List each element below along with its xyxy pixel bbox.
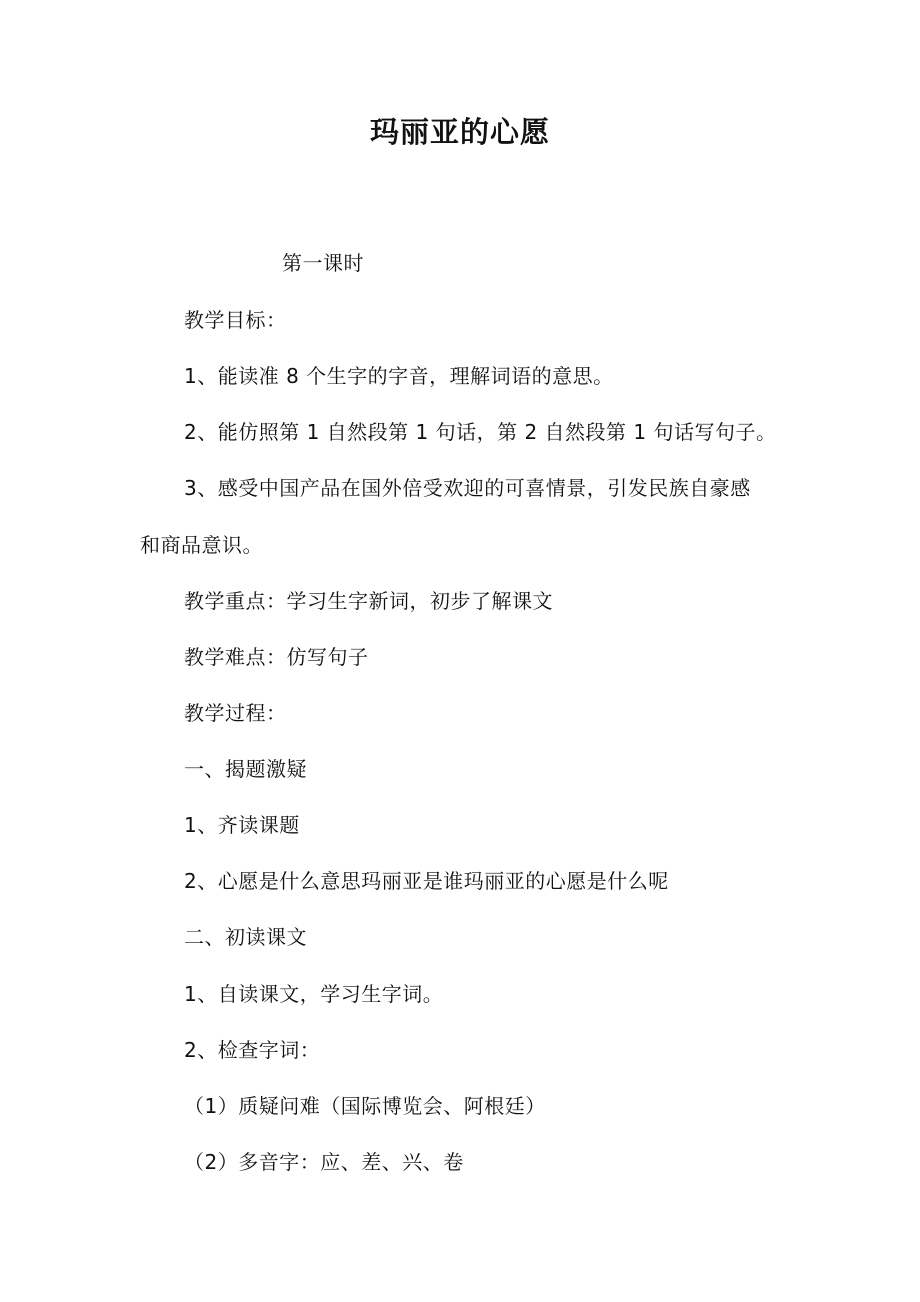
objective-3-line-1: 3、感受中国产品在国外倍受欢迎的可喜情景，引发民族自豪感 <box>184 476 751 500</box>
section-2-item-2: 2、检查字词： <box>184 1038 321 1062</box>
objectives-heading: 教学目标： <box>184 308 287 332</box>
section-2-heading: 二、初读课文 <box>184 925 307 949</box>
difficult-point: 教学难点：仿写句子 <box>184 645 369 669</box>
objective-1: 1、能读准 8 个生字的字音，理解词语的意思。 <box>184 364 614 388</box>
section-2-subitem-1: （1）质疑问难（国际博览会、阿根廷） <box>184 1094 546 1118</box>
section-2-subitem-2: （2）多音字：应、差、兴、卷 <box>184 1150 464 1174</box>
objective-3-line-2: 和商品意识。 <box>140 533 263 557</box>
section-2-item-1: 1、自读课文，学习生字词。 <box>184 982 444 1006</box>
section-1-item-1: 1、齐读课题 <box>184 813 300 837</box>
process-heading: 教学过程： <box>184 701 287 725</box>
section-1-heading: 一、揭题激疑 <box>184 757 307 781</box>
session-label: 第一课时 <box>282 251 364 275</box>
objective-2: 2、能仿照第 1 自然段第 1 句话，第 2 自然段第 1 句话写句子。 <box>184 420 777 444</box>
document-title: 玛丽亚的心愿 <box>369 115 550 149</box>
key-point: 教学重点：学习生字新词，初步了解课文 <box>184 589 553 613</box>
section-1-item-2: 2、心愿是什么意思玛丽亚是谁玛丽亚的心愿是什么呢 <box>184 869 669 893</box>
